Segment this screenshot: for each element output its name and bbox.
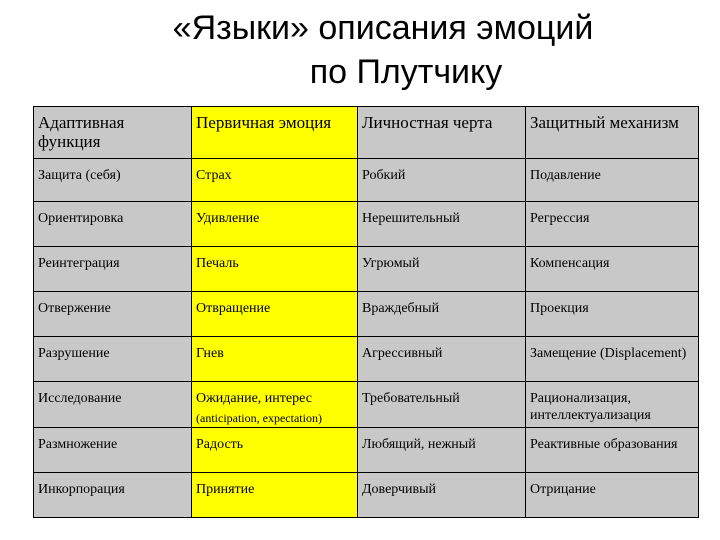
emotion-note: (anticipation, expectation) [196,411,322,425]
cell-function: Защита (себя) [34,159,192,202]
cell-function: Реинтеграция [34,247,192,292]
cell-trait: Угрюмый [358,247,526,292]
header-function: Адаптивная функция [34,107,192,159]
cell-trait: Агрессивный [358,337,526,382]
title-line-2: по Плутчику [309,53,503,91]
cell-emotion: Принятие [192,473,358,518]
header-emotion: Первичная эмоция [192,107,358,159]
header-row [34,107,699,159]
cell-emotion: Страх [192,159,358,202]
cell-emotion: Гнев [192,337,358,382]
cell-function: Исследование [34,382,192,428]
cell-trait: Доверчивый [358,473,526,518]
cell-defense: Рационализация, интеллектуализация [526,382,699,428]
table-row [34,247,699,292]
cell-function: Отвержение [34,292,192,337]
header-trait: Личностная черта [358,107,526,159]
plutchik-table [33,106,699,518]
cell-trait: Робкий [358,159,526,202]
page-title [0,6,720,94]
cell-trait: Любящий, нежный [358,428,526,473]
cell-defense: Проекция [526,292,699,337]
cell-emotion: Удивление [192,202,358,247]
header-defense: Защитный механизм [526,107,699,159]
table-row [34,428,699,473]
cell-function: Инкорпорация [34,473,192,518]
title-line-1: «Языки» описания эмоций [172,9,594,47]
cell-defense: Компенсация [526,247,699,292]
table-row [34,159,699,202]
cell-function: Размножение [34,428,192,473]
cell-defense: Реактивные образования [526,428,699,473]
cell-trait: Нерешительный [358,202,526,247]
cell-function: Ориентировка [34,202,192,247]
table-row [34,202,699,247]
cell-function: Разрушение [34,337,192,382]
cell-defense: Замещение (Displacement) [526,337,699,382]
cell-emotion: Печаль [192,247,358,292]
cell-emotion: Отвращение [192,292,358,337]
cell-emotion: Ожидание, интерес [196,391,312,406]
cell-trait: Требовательный [358,382,526,428]
cell-emotion: Радость [192,428,358,473]
cell-defense: Регрессия [526,202,699,247]
cell-emotion-with-note [192,382,358,428]
table-row [34,473,699,518]
table-row [34,292,699,337]
table-row [34,337,699,382]
cell-trait: Враждебный [358,292,526,337]
cell-defense: Отрицание [526,473,699,518]
cell-defense: Подавление [526,159,699,202]
table-row [34,382,699,428]
